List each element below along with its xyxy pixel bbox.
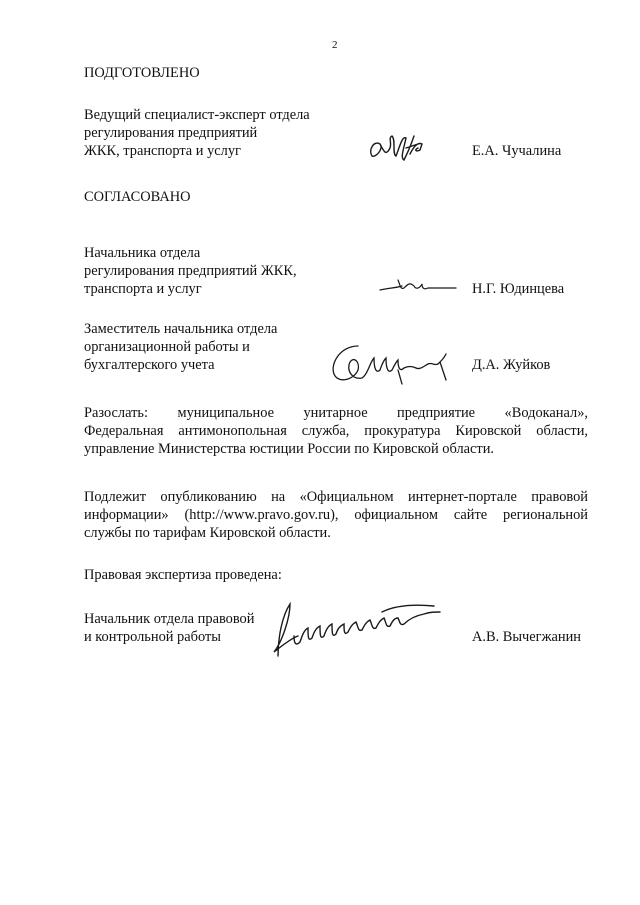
position-line: Ведущий специалист-эксперт отдела (84, 107, 310, 123)
position-line: транспорта и услуг (84, 281, 202, 297)
distribution-line: Федеральная антимонопольная служба, прокуратура Кировской области, (84, 423, 588, 439)
publication-paragraph (84, 488, 588, 542)
distribution-line: Разослать: муниципальное унитарное предприятие «Водоканал», (84, 405, 588, 421)
signature-vychegzhanin (264, 598, 444, 660)
position-line: регулирования предприятий (84, 125, 258, 141)
position-line: ЖКК, транспорта и услуг (84, 143, 241, 159)
position-line: Заместитель начальника отдела (84, 321, 278, 337)
approved-heading: СОГЛАСОВАНО (84, 189, 191, 205)
position-line: организационной работы и (84, 339, 250, 355)
prepared-name: Е.А. Чучалина (472, 143, 562, 159)
legal-review-position (84, 610, 254, 646)
page-number: 2 (332, 39, 338, 51)
publication-line: информации» (http://www.pravo.gov.ru), официальном сайте региональной (84, 507, 588, 523)
signature-zhuikov (328, 340, 454, 388)
publication-line: Подлежит опубликованию на «Официальном интернет-портале правовой (84, 489, 588, 505)
distribution-line: управление Министерства юстиции России по Кировской области. (84, 441, 495, 457)
prepared-heading: ПОДГОТОВЛЕНО (84, 65, 200, 81)
legal-review-statement: Правовая экспертиза проведена: (84, 567, 282, 583)
approver-name-2: Д.А. Жуйков (472, 357, 551, 373)
prepared-position (84, 106, 310, 160)
approver-position-2 (84, 320, 277, 374)
signature-chuchalina (366, 128, 428, 168)
position-line: регулирования предприятий ЖКК, (84, 263, 297, 279)
approver-position-1 (84, 244, 297, 298)
position-line: Начальника отдела (84, 245, 201, 261)
position-line: и контрольной работы (84, 629, 221, 645)
position-line: бухгалтерского учета (84, 357, 215, 373)
distribution-paragraph (84, 404, 588, 458)
position-line: Начальник отдела правовой (84, 611, 255, 627)
legal-review-name: А.В. Вычегжанин (472, 629, 582, 645)
approver-name-1: Н.Г. Юдинцева (472, 281, 565, 297)
signature-yudintseva (378, 276, 458, 296)
publication-line: службы по тарифам Кировской области. (84, 525, 331, 541)
